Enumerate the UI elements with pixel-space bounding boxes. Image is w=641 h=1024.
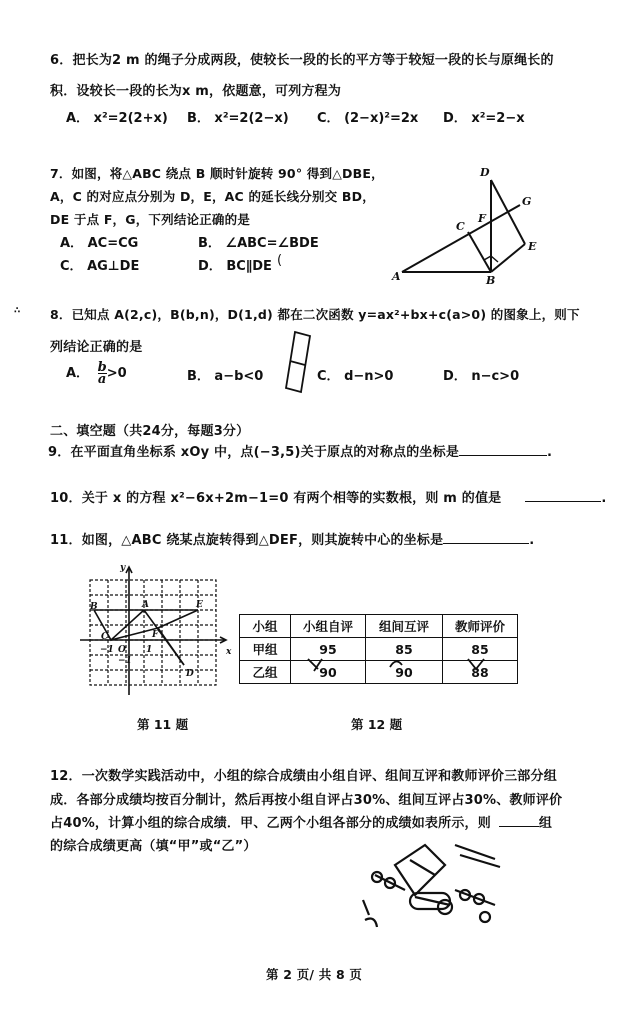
table-cell: 乙组 (240, 661, 291, 684)
table-header: 小组 (240, 615, 291, 638)
q10-text (50, 487, 606, 506)
q6-option-a[interactable]: A． x²=2(2+x) (66, 111, 168, 126)
q6-option-d[interactable]: D． x²=2−x (443, 111, 525, 126)
label-d: D (480, 166, 490, 179)
label-a: A (392, 270, 401, 283)
segment-de (491, 180, 525, 244)
q7-line3: DE 于点 F，G，下列结论正确的是 (50, 212, 251, 227)
table-cell: 85 (443, 638, 518, 661)
label-f: F (478, 212, 486, 225)
q7-option-b[interactable]: B． ∠ABC=∠BDE (198, 236, 319, 251)
tractor-doodle-icon (355, 835, 535, 935)
table-header: 小组自评 (291, 615, 366, 638)
fig11-label-e: E (196, 600, 203, 610)
q9-end: . (547, 445, 553, 460)
q10-question: 10．关于 x 的方程 x²−6x+2m−1=0 有两个相等的实数根，则 m 的值是 (50, 491, 502, 506)
q12-line4: 的综合成绩更高（填“甲”或“乙”） (50, 839, 257, 854)
section2-heading: 二、填空题（共24分，每题3分） (50, 424, 250, 439)
label-b: B (486, 274, 496, 287)
fig11-label-b: B (90, 602, 98, 612)
q11-question: 11．如图，△ABC 绕某点旋转得到△DEF，则其旋转中心的坐标是 (50, 533, 444, 548)
fig11-coordinate-grid (80, 560, 240, 700)
q8-option-a-relation: >0 (106, 366, 127, 381)
q7-option-d[interactable]: D． BC∥DE (198, 259, 272, 274)
eraser-doodle-icon (283, 330, 313, 396)
fig11-label-f: F (152, 630, 159, 640)
table-cell: 90 (366, 661, 443, 684)
q10-answer-blank[interactable] (525, 489, 601, 502)
q7-option-c[interactable]: C． AG⊥DE (60, 259, 140, 274)
table-header-row (240, 615, 518, 638)
q11-answer-blank[interactable] (443, 531, 529, 544)
q7-figure (390, 160, 550, 287)
q7-stray-mark: ( (277, 253, 283, 268)
table-cell: 88 (443, 661, 518, 684)
fig11-tick-x1: 1 (146, 645, 153, 655)
q12-line3 (50, 812, 552, 831)
q8-line1: 8．已知点 A(2,c)，B(b,n)，D(1,d) 都在二次函数 y=ax²+bx+c(a>0) 的图象上，则下 (50, 307, 580, 322)
q6-line2: 积．设较长一段的长为x m，依题意，可列方程为 (50, 84, 342, 99)
q10-end: . (601, 491, 607, 506)
fig11-label-a: A (142, 600, 149, 610)
fig11-tick-ym1: −1 (118, 656, 132, 666)
label-g: G (522, 195, 532, 208)
table-header: 组间互评 (366, 615, 443, 638)
q6-line1: 6．把长为2 m 的绳子分成两段，使较长一段的长的平方等于较短一段的长与原绳长的 (50, 53, 554, 68)
q12-line2: 成．各部分成绩均按百分制计，然后再按小组自评占30%、组间互评占30%、教师评价 (50, 793, 563, 808)
q8-option-d[interactable]: D． n−c>0 (443, 369, 520, 384)
label-e: E (528, 240, 537, 253)
q12-answer-blank[interactable] (499, 814, 539, 827)
table-cell: 90 (291, 661, 366, 684)
table-cell: 甲组 (240, 638, 291, 661)
fraction-numerator: b (97, 360, 107, 375)
fraction-denominator: a (97, 372, 107, 387)
q8-option-a-label: A． (66, 366, 90, 381)
q11-text (50, 529, 534, 548)
fig11-tick-xm1: −1 (100, 645, 114, 655)
q8-option-a[interactable] (66, 362, 127, 385)
q8-side-mark: ∴ (14, 306, 21, 316)
segment-cb (468, 232, 491, 272)
q9-text (48, 441, 552, 460)
q11-end: . (529, 533, 535, 548)
q8-option-b[interactable]: B． a−b<0 (187, 369, 264, 384)
segment-be (491, 244, 525, 272)
q7-line1: 7．如图，将△ABC 绕点 B 顺时针旋转 90° 得到△DBE， (50, 166, 384, 181)
fig11-label-c: C (101, 632, 109, 642)
handwritten-check-marks (300, 655, 520, 675)
q12-line3-text: 占40%，计算小组的综合成绩．甲、乙两个小组各部分的成绩如表所示，则 (50, 816, 491, 831)
fig12-caption: 第 12 题 (351, 717, 403, 732)
q7-option-a[interactable]: A． AC=CG (60, 236, 139, 251)
q8-option-c[interactable]: C． d−n>0 (317, 369, 394, 384)
q12-line1: 12．一次数学实践活动中，小组的综合成绩由小组自评、组间互评和教师评价三部分组 (50, 769, 557, 784)
table-cell: 85 (366, 638, 443, 661)
q9-question: 9．在平面直角坐标系 xOy 中，点(−3,5)关于原点的对称点的坐标是 (48, 445, 460, 460)
fig11-axis-x: x (226, 647, 232, 657)
table-cell: 95 (291, 638, 366, 661)
q6-option-c[interactable]: C． (2−x)²=2x (317, 111, 419, 126)
q7-line2: A，C 的对应点分别为 D，E，AC 的延长线分别交 BD， (50, 189, 375, 204)
fig11-caption: 第 11 题 (137, 717, 189, 732)
q9-answer-blank[interactable] (459, 443, 547, 456)
fig11-label-d: D (186, 669, 194, 679)
label-c: C (456, 220, 465, 233)
table-header: 教师评价 (443, 615, 518, 638)
fraction (98, 362, 107, 385)
fig11-axis-y: y (120, 563, 126, 573)
page-footer: 第 2 页/ 共 8 页 (266, 967, 363, 982)
q12-line3-end: 组 (538, 816, 553, 831)
fig11-origin: O (118, 645, 126, 655)
q8-line2: 列结论正确的是 (50, 340, 143, 355)
q6-option-b[interactable]: B． x²=2(2−x) (187, 111, 289, 126)
